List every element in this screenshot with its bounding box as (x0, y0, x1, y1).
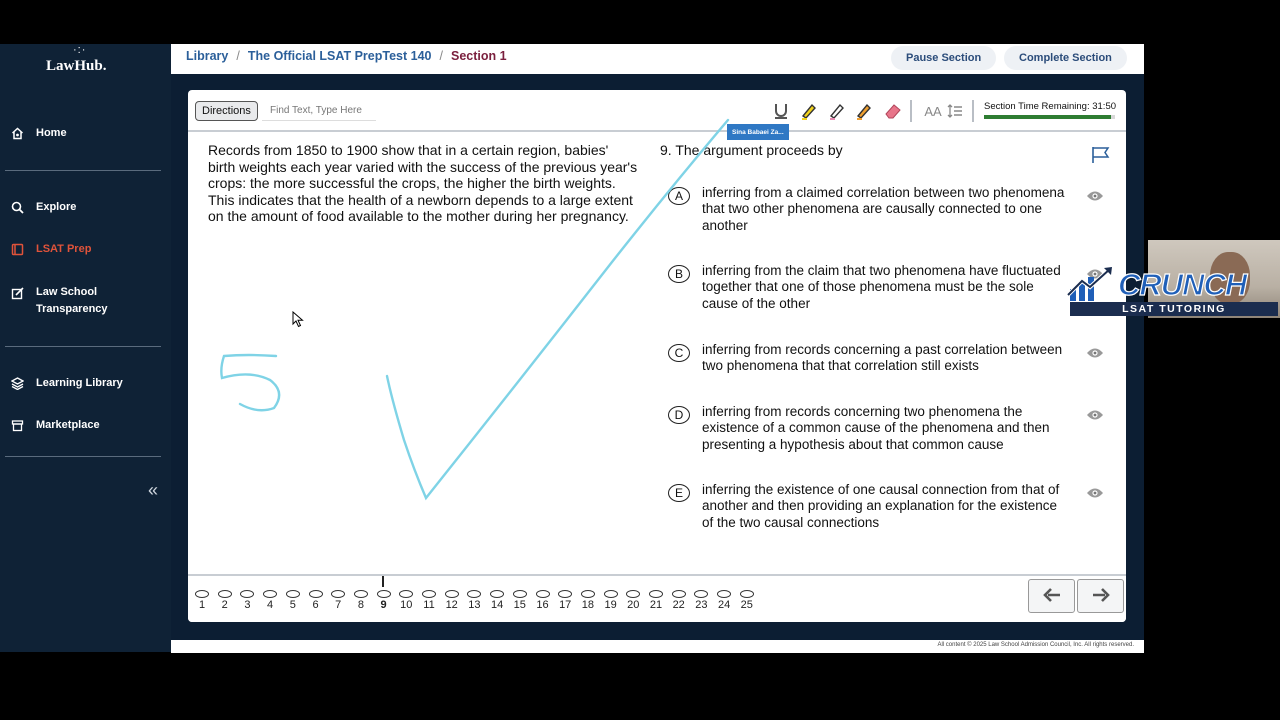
question-nav-number: 5 (289, 599, 296, 611)
question-nav-bubble (399, 590, 413, 598)
logo-dots: ·:· (73, 44, 87, 56)
sidebar-item-learning-library[interactable] (10, 376, 123, 390)
question-nav-bubble (558, 590, 572, 598)
font-size-icon[interactable]: AA (924, 103, 942, 119)
question-nav-7[interactable] (329, 590, 347, 611)
sidebar-divider (5, 346, 161, 347)
sidebar-item-label: LSAT Prep (36, 243, 92, 255)
question-nav-bubble (218, 590, 232, 598)
choice-text: inferring from records concerning a past correlation between two phenomena that that correlation still exists (702, 342, 1063, 374)
highlighter-pink-icon[interactable] (828, 102, 846, 120)
question-nav-number: 4 (267, 599, 274, 611)
answer-choice-b[interactable] (668, 265, 1108, 309)
annotator-name-badge: Sina Babaei Za... (727, 124, 789, 140)
choice-letter-bubble[interactable]: E (668, 484, 690, 502)
underline-icon[interactable] (772, 102, 790, 120)
question-nav-bubble (581, 590, 595, 598)
question-nav-22[interactable] (670, 590, 688, 611)
question-nav-number: 16 (536, 599, 549, 611)
find-text-input[interactable] (262, 101, 376, 121)
question-nav-15[interactable] (511, 590, 529, 611)
choice-text: inferring from a claimed correlation between two phenomena that two other phenomena are causally connected to one another (702, 185, 1065, 233)
question-nav-bubble (445, 590, 459, 598)
question-nav-bubble (490, 590, 504, 598)
sidebar-item-home[interactable] (10, 126, 67, 140)
crunch-logo-icon (1066, 265, 1116, 303)
choice-text: inferring from the claim that two phenomena have fluctuated together that one of those phenomena must be the sole cause of the other (702, 263, 1061, 311)
sidebar-item-label: Law School Transparency (36, 286, 108, 315)
question-number: 9. (660, 142, 672, 158)
question-toolbar (188, 90, 1126, 132)
eye-icon[interactable] (1086, 408, 1104, 426)
question-nav-bubble (331, 590, 345, 598)
breadcrumb-separator: / (236, 49, 240, 63)
answer-choice-a[interactable] (668, 187, 1108, 231)
pause-section-button[interactable]: Pause Section (891, 46, 996, 70)
question-nav-bubble (354, 590, 368, 598)
top-bar (171, 44, 1144, 74)
timer-progress-bar (984, 115, 1115, 119)
search-icon (10, 200, 24, 214)
question-nav-number: 15 (513, 599, 526, 611)
question-nav-number: 21 (649, 599, 663, 611)
question-nav-17[interactable] (556, 590, 574, 611)
question-nav-bubble (626, 590, 640, 598)
question-nav-number: 13 (468, 599, 481, 611)
question-nav-number: 19 (604, 599, 617, 611)
question-navigation (188, 574, 1126, 622)
question-nav-number: 7 (335, 599, 342, 611)
question-nav-bubble (309, 590, 323, 598)
section-timer: Section Time Remaining: 31:50 (984, 101, 1117, 112)
sidebar (0, 44, 171, 652)
question-nav-12[interactable] (443, 590, 461, 611)
choice-letter-bubble[interactable]: B (668, 265, 690, 283)
directions-button[interactable]: Directions (195, 101, 258, 121)
question-nav-13[interactable] (465, 590, 483, 611)
arrow-left-icon (1043, 588, 1061, 605)
question-nav-number: 6 (312, 599, 319, 611)
answer-choice-c[interactable] (668, 344, 1108, 374)
question-nav-bubble (694, 590, 708, 598)
lawhub-logo[interactable]: LawHub. (46, 58, 107, 74)
question-nav-1[interactable] (193, 590, 211, 611)
current-question-marker (382, 576, 384, 587)
home-icon (10, 126, 24, 140)
question-nav-number: 17 (559, 599, 572, 611)
question-nav-bubble (536, 590, 550, 598)
question-panel (188, 90, 1126, 622)
question-nav-4[interactable] (261, 590, 279, 611)
question-stem-text: The argument proceeds by (675, 142, 843, 158)
copyright-text: All content © 2025 Law School Admission Council, Inc. All rights reserved. (937, 642, 1134, 648)
question-nav-bubble (740, 590, 754, 598)
eraser-icon[interactable] (884, 102, 902, 120)
breadcrumb-section: Section 1 (450, 49, 507, 63)
question-nav-number: 10 (400, 599, 413, 611)
question-nav-bubble (240, 590, 254, 598)
edit-icon (10, 286, 24, 300)
question-nav-20[interactable] (624, 590, 642, 611)
complete-section-button[interactable]: Complete Section (1004, 46, 1127, 70)
question-nav-number: 8 (357, 599, 364, 611)
stimulus-passage: Records from 1850 to 1900 show that in a certain region, babies' birth weights each year varied with the success of the previous year's crops: the more successful the crops, the higher the birth weights. This indicates that the health of a newborn depends to a large extent on the amount of food available to the mother during her pregnancy. (208, 142, 638, 224)
choice-letter-bubble[interactable]: C (668, 344, 690, 362)
highlighter-orange-icon[interactable] (855, 102, 873, 120)
choice-letter-bubble[interactable]: A (668, 187, 690, 205)
brand-name: CRUNCH (1118, 267, 1247, 302)
question-nav-3[interactable] (238, 590, 256, 611)
question-nav-18[interactable] (579, 590, 597, 611)
question-nav-bubble (467, 590, 481, 598)
question-nav-number: 1 (198, 599, 206, 611)
sidebar-item-explore[interactable] (10, 200, 76, 214)
question-nav-23[interactable] (692, 590, 710, 611)
question-nav-bubble (263, 590, 277, 598)
answer-choice-e[interactable] (668, 484, 1108, 528)
question-nav-number: 9 (380, 599, 387, 611)
library-icon (10, 376, 24, 390)
question-nav-number: 24 (717, 599, 731, 611)
choice-text: inferring from records concerning two phenomena the existence of a common cause of the phenomena and then presenting a hypothesis about that common cause (702, 404, 1050, 452)
question-nav-number: 2 (221, 599, 228, 611)
highlighter-yellow-icon[interactable] (800, 102, 818, 120)
sidebar-item-marketplace[interactable] (10, 418, 100, 432)
question-nav-16[interactable] (534, 590, 552, 611)
question-nav-bubble (717, 590, 731, 598)
question-nav-number: 25 (740, 599, 753, 611)
question-nav-bubble (377, 590, 391, 598)
question-nav-number: 11 (423, 599, 435, 611)
breadcrumb-separator: / (439, 49, 443, 63)
question-nav-bubble (513, 590, 527, 598)
question-nav-number: 20 (627, 599, 640, 611)
flag-icon[interactable] (1091, 146, 1111, 169)
question-nav-bubble (672, 590, 686, 598)
question-nav-8[interactable] (352, 590, 370, 611)
question-nav-25[interactable] (738, 590, 756, 611)
sidebar-item-label: Home (36, 127, 67, 139)
arrow-right-icon (1092, 588, 1110, 605)
sidebar-item-lsat-prep[interactable] (10, 242, 91, 256)
question-nav-11[interactable] (420, 590, 438, 611)
choice-letter-bubble[interactable]: D (668, 406, 690, 424)
sidebar-divider (5, 170, 161, 171)
eye-icon[interactable] (1086, 486, 1104, 504)
question-nav-bubble (286, 590, 300, 598)
store-icon (10, 418, 24, 432)
question-nav-5[interactable] (284, 590, 302, 611)
question-nav-bubble (195, 590, 209, 598)
sidebar-item-law-school-transparency[interactable] (10, 284, 116, 318)
book-icon (10, 242, 24, 256)
toolbar-divider (910, 100, 912, 122)
sidebar-item-label: Learning Library (36, 377, 123, 389)
question-nav-6[interactable] (307, 590, 325, 611)
question-nav-14[interactable] (488, 590, 506, 611)
brand-tagline: LSAT TUTORING (1070, 302, 1278, 316)
choice-text: inferring the existence of one causal connection from that of another and then providing an explanation for the existence of the two causal connections (702, 482, 1060, 530)
footer (171, 640, 1144, 653)
breadcrumb-test[interactable]: The Official LSAT PrepTest 140 (247, 49, 432, 63)
question-nav-number: 3 (244, 599, 251, 611)
toolbar-divider (972, 100, 974, 122)
next-question-button[interactable] (1077, 579, 1124, 613)
breadcrumb (186, 49, 507, 63)
sidebar-item-label: Explore (36, 201, 77, 213)
question-stem (660, 142, 843, 158)
question-nav-number: 18 (581, 599, 595, 611)
question-nav-bubble (604, 590, 618, 598)
eye-icon[interactable] (1086, 346, 1104, 364)
previous-question-button[interactable] (1028, 579, 1075, 613)
answer-choice-d[interactable] (668, 406, 1108, 450)
collapse-sidebar-icon[interactable]: « (148, 480, 159, 500)
question-nav-10[interactable] (397, 590, 415, 611)
question-nav-19[interactable] (602, 590, 620, 611)
question-nav-bubble (422, 590, 436, 598)
question-nav-2[interactable] (216, 590, 234, 611)
question-nav-21[interactable] (647, 590, 665, 611)
question-nav-24[interactable] (715, 590, 733, 611)
mouse-cursor-icon (292, 311, 304, 328)
line-spacing-icon[interactable] (946, 102, 964, 120)
question-nav-number: 22 (672, 599, 685, 611)
question-nav-bubble (649, 590, 663, 598)
question-nav-number: 14 (490, 599, 504, 611)
breadcrumb-library[interactable]: Library (186, 49, 229, 63)
question-nav-number: 12 (445, 599, 458, 611)
question-nav-number: 23 (695, 599, 708, 611)
sidebar-item-label: Marketplace (36, 419, 100, 431)
question-nav-9[interactable] (375, 590, 393, 611)
timer-progress-fill (984, 115, 1111, 119)
eye-icon[interactable] (1086, 189, 1104, 207)
sidebar-divider (5, 456, 161, 457)
